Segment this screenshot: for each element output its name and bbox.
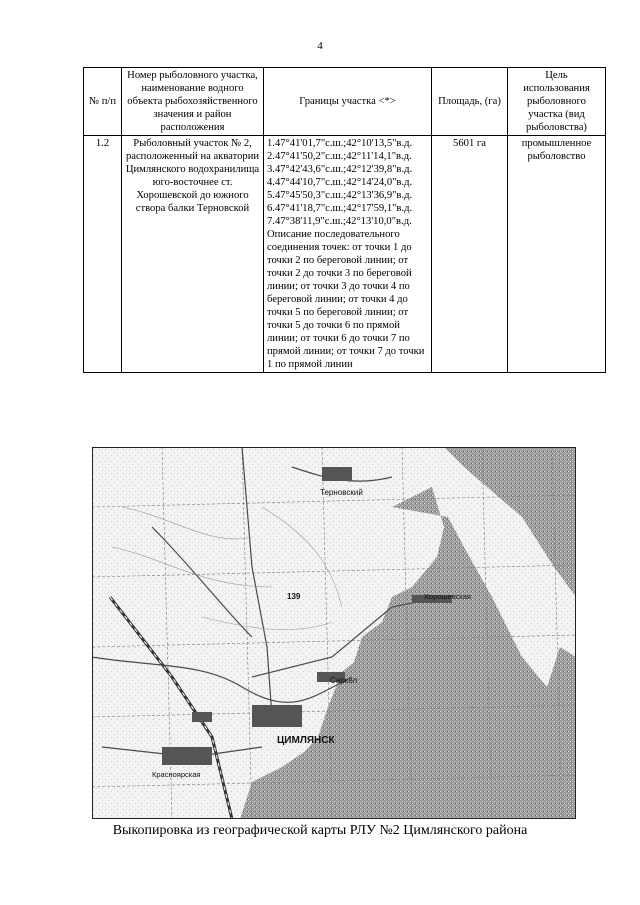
point-2: 2.47°41'50,2"с.ш.;42°11'14,1"в.д. [267, 151, 412, 162]
point-3: 3.47°42'43,6"с.ш.;42°12'39,8"в.д. [267, 164, 413, 175]
map-graphic [92, 447, 576, 819]
point-5: 5.47°45'50,3"с.ш.;42°13'36,9"в.д. [267, 190, 413, 201]
label-khoroshevskaya: Хорошевская [424, 592, 471, 601]
label-krasnoyarskaya: Красноярская [152, 770, 201, 779]
boundary-description: Описание последовательного соединения точек: от точки 1 до точки 2 по береговой линии; от точки 2 до точки 3 по береговой линии; от точки 3 до точки 4 по береговой линии; от точки 4 до точки 5 по береговой линии; от точки 5 до точки 6 по прямой линии; от точки 6 до точки 7 по прямой линии; от точки 7 до точки 1 по прямой линии [267, 229, 425, 370]
label-tsimlyansk: ЦИМЛЯНСК [277, 735, 335, 746]
map-caption: Выкопировка из географической карты РЛУ №2 Цимлянского района [112, 823, 528, 838]
row-name: Рыболовный участок № 2, расположенный на акватории Цимлянского водохранилища юго-восточнее ст. Хорошевской до южного створа балки Терновской [122, 136, 264, 373]
map-extract [92, 447, 576, 819]
header-purpose: Цель использования рыболовного участка (вид рыболовства) [508, 68, 606, 136]
row-bounds [264, 136, 432, 373]
header-num: № п/п [84, 68, 122, 136]
label-ternovsky: Терновский [320, 488, 363, 497]
row-area: 5601 га [432, 136, 508, 373]
point-6: 6.47°41'18,7"с.ш.;42°17'59,1"в.д. [267, 203, 413, 214]
label-sarkel: Саркел [330, 676, 358, 685]
header-bounds: Границы участка <*> [264, 68, 432, 136]
header-area: Площадь, (га) [432, 68, 508, 136]
point-1: 1.47°41'01,7"с.ш.;42°10'13,5"в.д. [267, 138, 413, 149]
table-row [84, 136, 606, 373]
header-name: Номер рыболовного участка, наименование водного объекта рыбохозяйственного значения и район расположения [122, 68, 264, 136]
table-header-row [84, 68, 606, 136]
point-4: 4.47°44'10,7"с.ш.;42°14'24,0"в.д. [267, 177, 413, 188]
row-num: 1.2 [84, 136, 122, 373]
point-7: 7.47°38'11,9"с.ш.;42°13'10,0"в.д. [267, 216, 412, 227]
label-elevation: 139 [287, 592, 301, 601]
page-number: 4 [317, 40, 323, 52]
fishing-area-table [83, 67, 606, 373]
row-purpose: промышленное рыболовство [508, 136, 606, 373]
